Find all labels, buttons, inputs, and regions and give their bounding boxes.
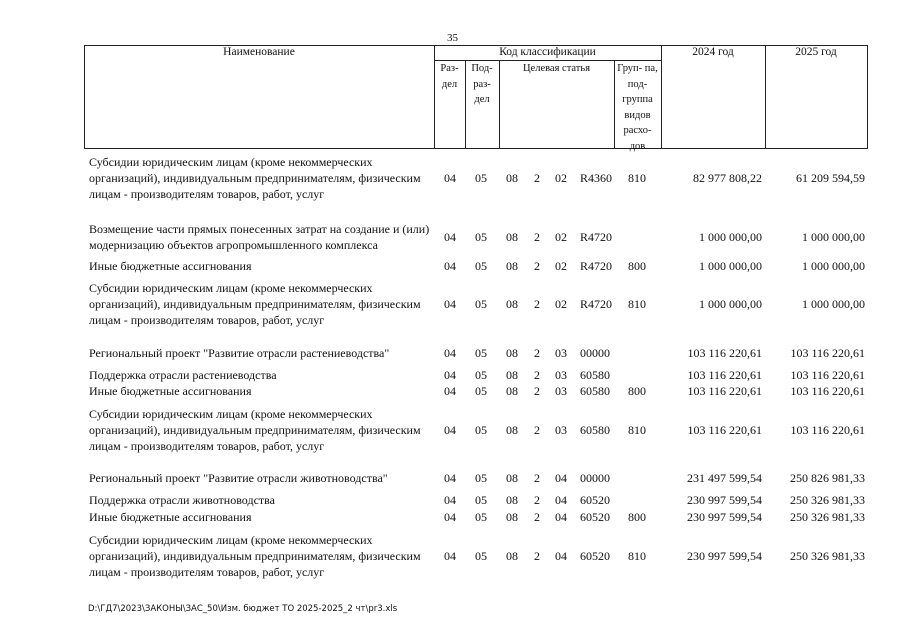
row-cell-c2: 2 [534, 346, 540, 360]
row-cell-c3: 03 [555, 423, 567, 437]
row-cell-c2: 2 [534, 368, 540, 382]
row-cell-pr: 05 [475, 230, 487, 244]
row-cell-y2: 250 326 981,33 [790, 510, 865, 524]
row-cell-pr: 05 [475, 171, 487, 185]
row-cell-c1: 08 [506, 171, 518, 185]
row-cell-rz: 04 [444, 171, 456, 185]
row-cell-pr: 05 [475, 259, 487, 273]
row-cell-c2: 2 [534, 471, 540, 485]
row-cell-y1: 1 000 000,00 [699, 230, 762, 244]
header-name: Наименование [223, 46, 295, 58]
row-cell-y1: 103 116 220,61 [687, 384, 762, 398]
row-cell-y2: 250 326 981,33 [790, 493, 865, 507]
row-cell-c4: R4720 [580, 297, 613, 311]
row-name: Иные бюджетные ассигнования [89, 510, 252, 524]
row-cell-c1: 08 [506, 549, 518, 563]
row-cell-c3: 02 [555, 297, 567, 311]
row-cell-vr: 810 [628, 171, 646, 185]
row-cell-c4: R4720 [580, 259, 613, 273]
row-cell-vr: 800 [628, 259, 646, 273]
row-cell-y1: 103 116 220,61 [687, 346, 762, 360]
table-row [0, 492, 905, 508]
row-cell-y2: 250 326 981,33 [790, 549, 865, 563]
row-cell-pr: 05 [475, 368, 487, 382]
row-cell-c4: 60580 [580, 423, 610, 437]
row-cell-y1: 103 116 220,61 [687, 368, 762, 382]
row-cell-y2: 103 116 220,61 [790, 384, 865, 398]
row-cell-c2: 2 [534, 423, 540, 437]
row-cell-pr: 05 [475, 346, 487, 360]
row-cell-c2: 2 [534, 230, 540, 244]
table-row [0, 221, 905, 253]
row-cell-y1: 82 977 808,22 [693, 171, 762, 185]
header-divider [765, 45, 766, 148]
row-cell-vr: 800 [628, 384, 646, 398]
row-cell-y2: 1 000 000,00 [802, 259, 865, 273]
row-cell-y2: 103 116 220,61 [790, 423, 865, 437]
row-cell-c2: 2 [534, 384, 540, 398]
table-row [0, 367, 905, 383]
table-row [0, 383, 905, 399]
row-cell-rz: 04 [444, 346, 456, 360]
row-cell-c3: 02 [555, 171, 567, 185]
table-row [0, 532, 905, 580]
row-cell-rz: 04 [444, 493, 456, 507]
table-row [0, 280, 905, 328]
row-name: Возмещение части прямых понесенных затрат на создание и (или) модернизацию объектов агропромышленного комплекса [89, 222, 430, 252]
row-cell-pr: 05 [475, 471, 487, 485]
table-row [0, 154, 905, 202]
header-divider [614, 60, 615, 148]
header-year-2025: 2025 год [795, 46, 837, 58]
row-name: Субсидии юридическим лицам (кроме некоммерческих организаций), индивидуальным предпринимателям, физическим лицам - производителям товаров, работ, услуг [89, 281, 421, 327]
header-code: Код классификации [499, 46, 596, 58]
row-cell-c1: 08 [506, 510, 518, 524]
row-cell-c4: R4360 [580, 171, 613, 185]
row-cell-rz: 04 [444, 230, 456, 244]
table-row [0, 345, 905, 361]
row-cell-c3: 04 [555, 510, 567, 524]
header-podrazdel: Под- раз- дел [471, 63, 493, 105]
header-divider [867, 45, 868, 148]
row-cell-rz: 04 [444, 384, 456, 398]
page-number: 35 [447, 32, 458, 44]
row-cell-rz: 04 [444, 297, 456, 311]
row-name: Региональный проект "Развитие отрасли растениеводства" [89, 346, 390, 360]
row-cell-y1: 230 997 599,54 [687, 493, 762, 507]
row-cell-y2: 1 000 000,00 [802, 297, 865, 311]
row-cell-c4: 60520 [580, 549, 610, 563]
table-row [0, 470, 905, 486]
row-cell-y1: 231 497 599,54 [687, 471, 762, 485]
row-cell-pr: 05 [475, 297, 487, 311]
row-cell-c2: 2 [534, 297, 540, 311]
header-divider [84, 45, 85, 148]
header-divider [434, 45, 435, 148]
header-target-article: Целевая статья [522, 63, 591, 74]
table-row [0, 258, 905, 274]
header-divider [661, 45, 662, 148]
row-cell-c1: 08 [506, 297, 518, 311]
row-name: Региональный проект "Развитие отрасли животноводства" [89, 471, 388, 485]
row-cell-rz: 04 [444, 368, 456, 382]
row-cell-rz: 04 [444, 423, 456, 437]
header-expense-type: Груп- па, под- группа видов расхо- дов [617, 63, 658, 152]
row-cell-c3: 03 [555, 346, 567, 360]
row-cell-vr: 810 [628, 549, 646, 563]
row-cell-c4: R4720 [580, 230, 613, 244]
row-cell-c3: 04 [555, 493, 567, 507]
row-cell-c4: 60580 [580, 384, 610, 398]
row-cell-rz: 04 [444, 471, 456, 485]
header-bottom-border [84, 148, 868, 149]
row-cell-pr: 05 [475, 549, 487, 563]
row-name: Иные бюджетные ассигнования [89, 259, 252, 273]
row-cell-c2: 2 [534, 493, 540, 507]
row-cell-c4: 00000 [580, 346, 610, 360]
row-cell-c3: 03 [555, 368, 567, 382]
row-cell-c3: 03 [555, 384, 567, 398]
row-cell-c1: 08 [506, 259, 518, 273]
row-name: Субсидии юридическим лицам (кроме некоммерческих организаций), индивидуальным предпринимателям, физическим лицам - производителям товаров, работ, услуг [89, 155, 421, 201]
table-row [0, 509, 905, 525]
row-name: Поддержка отрасли растениеводства [89, 368, 277, 382]
row-cell-c3: 04 [555, 549, 567, 563]
row-cell-c4: 60520 [580, 510, 610, 524]
row-cell-vr: 800 [628, 510, 646, 524]
header-razdel: Раз- дел [440, 63, 459, 90]
row-cell-pr: 05 [475, 423, 487, 437]
row-name: Поддержка отрасли животноводства [89, 493, 275, 507]
row-cell-c3: 02 [555, 259, 567, 273]
row-name: Иные бюджетные ассигнования [89, 384, 252, 398]
table-row [0, 406, 905, 454]
row-cell-y2: 61 209 594,59 [796, 171, 865, 185]
row-cell-y2: 250 826 981,33 [790, 471, 865, 485]
row-cell-pr: 05 [475, 493, 487, 507]
row-cell-rz: 04 [444, 259, 456, 273]
row-cell-y1: 103 116 220,61 [687, 423, 762, 437]
row-cell-y1: 230 997 599,54 [687, 510, 762, 524]
row-cell-pr: 05 [475, 384, 487, 398]
row-cell-pr: 05 [475, 510, 487, 524]
row-cell-y1: 1 000 000,00 [699, 297, 762, 311]
row-cell-c1: 08 [506, 493, 518, 507]
row-cell-vr: 810 [628, 423, 646, 437]
row-cell-y2: 1 000 000,00 [802, 230, 865, 244]
row-cell-y2: 103 116 220,61 [790, 346, 865, 360]
row-cell-c2: 2 [534, 510, 540, 524]
row-cell-vr: 810 [628, 297, 646, 311]
row-cell-c1: 08 [506, 384, 518, 398]
header-year-2024: 2024 год [692, 46, 734, 58]
row-name: Субсидии юридическим лицам (кроме некоммерческих организаций), индивидуальным предпринимателям, физическим лицам - производителям товаров, работ, услуг [89, 533, 421, 579]
row-cell-c1: 08 [506, 471, 518, 485]
row-cell-rz: 04 [444, 549, 456, 563]
row-cell-c2: 2 [534, 259, 540, 273]
row-cell-c1: 08 [506, 368, 518, 382]
row-cell-c3: 02 [555, 230, 567, 244]
row-cell-c1: 08 [506, 230, 518, 244]
row-cell-c1: 08 [506, 346, 518, 360]
row-cell-c2: 2 [534, 171, 540, 185]
row-cell-y1: 1 000 000,00 [699, 259, 762, 273]
row-cell-c3: 04 [555, 471, 567, 485]
file-path-footer: D:\ГД7\2023\ЗАКОНЫ\ЗАС_50\Изм. бюджет ТО 2025-2025_2 чт\pr3.xls [88, 604, 398, 614]
row-cell-c4: 00000 [580, 471, 610, 485]
row-cell-c4: 60580 [580, 368, 610, 382]
header-divider [465, 60, 466, 148]
row-name: Субсидии юридическим лицам (кроме некоммерческих организаций), индивидуальным предпринимателям, физическим лицам - производителям товаров, работ, услуг [89, 407, 421, 453]
row-cell-rz: 04 [444, 510, 456, 524]
row-cell-y1: 230 997 599,54 [687, 549, 762, 563]
row-cell-c4: 60520 [580, 493, 610, 507]
row-cell-c1: 08 [506, 423, 518, 437]
row-cell-y2: 103 116 220,61 [790, 368, 865, 382]
row-cell-c2: 2 [534, 549, 540, 563]
